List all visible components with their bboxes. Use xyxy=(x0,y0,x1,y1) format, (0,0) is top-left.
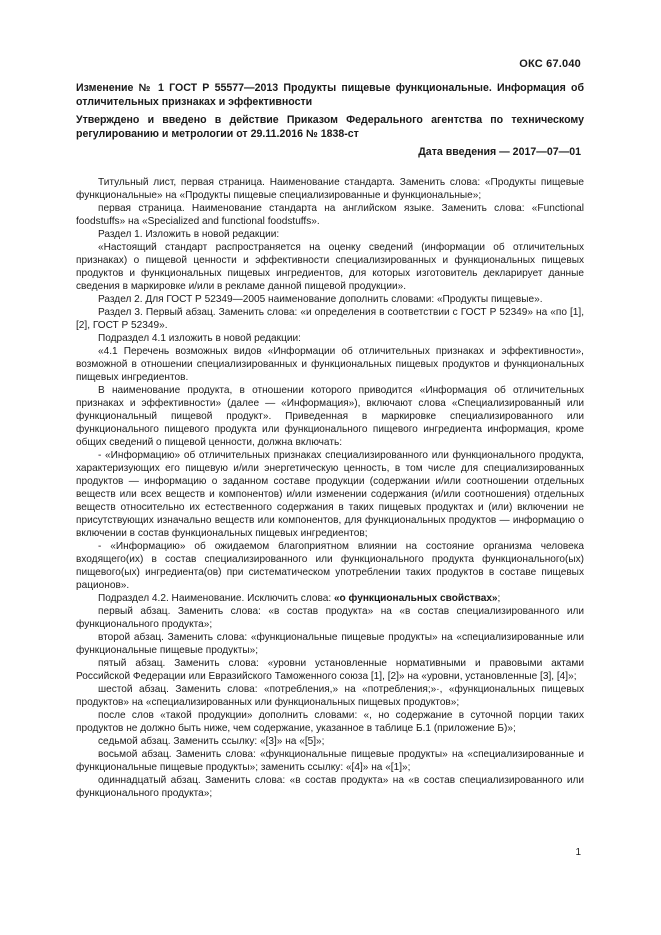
paragraph: Подраздел 4.2. Наименование. Исключить слова: «о функциональных свойствах»; xyxy=(98,593,501,604)
paragraph: Раздел 2. Для ГОСТ Р 52349—2005 наименование дополнить словами: «Продукты пищевые». xyxy=(98,294,543,305)
amendment-title: Изменение № 1 ГОСТ Р 55577—2013 Продукты пищевые функциональные. Информация об отличительных признаках и эффективности xyxy=(76,82,584,108)
paragraph: восьмой абзац. Заменить слова: «функциональные пищевые продукты» на «специализированные и функциональные пищевые продукты»; заменить ссылку: «[4]» на «[1]»; xyxy=(76,749,584,773)
paragraph: первая страница. Наименование стандарта на английском языке. Заменить слова: «Functional foodstuffs» на «Specialized and functional foodstuffs». xyxy=(76,203,584,227)
paragraph: - «Информацию» об отличительных признаках специализированного или функционального продукта, характеризующих его пищевую и/или энергетическую ценность, в том числе для специализированных продуктов — информацию о заданном составе продукции (содержании и/или соотношении отдельных веществ или всех веществ и компонентов) и/или изменении содержания (и/или соотношения) отдельных веществ относительно их естественного содержания в таких пищевых продуктах и (или) включении не присутствующих изначально веществ или компонентов, для функциональных продуктов — информацию о включении в состав функциональных пищевых ингредиентов; xyxy=(76,450,584,539)
classification-code: ОКС 67.040 xyxy=(519,58,581,70)
paragraph: Раздел 1. Изложить в новой редакции: xyxy=(98,229,280,240)
paragraph: Титульный лист, первая страница. Наименование стандарта. Заменить слова: «Продукты пищевые функциональные» на «Продукты пищевые специализированные и функциональные»; xyxy=(76,177,584,201)
paragraph: второй абзац. Заменить слова: «функциональные пищевые продукты» на «специализированные или функциональные пищевые продукты»; xyxy=(76,632,584,656)
paragraph: шестой абзац. Заменить слова: «потребления,» на «потребления;»·, «функциональных пищевых продуктов» на «специализированных или функциональных пищевых продуктов»; xyxy=(76,684,584,708)
approval-statement: Утверждено и введено в действие Приказом Федерального агентства по техническому регулированию и метрологии от 29.11.2016 № 1838-ст xyxy=(76,114,584,140)
paragraph: седьмой абзац. Заменить ссылку: «[3]» на «[5]»; xyxy=(98,736,325,747)
paragraph: после слов «такой продукции» дополнить словами: «, но содержание в суточной порции таких продуктов не должно быть ниже, чем содержание, указанное в таблице Б.1 (приложение Б)»; xyxy=(76,710,584,734)
paragraph: «4.1 Перечень возможных видов «Информации об отличительных признаках и эффективности», возможной в отношении специализированных и функциональных пищевых продуктов и функциональных пищевых ингредиентов. xyxy=(76,346,584,383)
paragraph: «Настоящий стандарт распространяется на оценку сведений (информации об отличительных признаках) о пищевой ценности и эффективности специализированных и функциональных пищевых продуктов и функциональных пищевых ингредиентов, для которых изготовитель декларирует данные сведения в маркировке и/или в рекламе данной пищевой продукции». xyxy=(76,242,584,292)
paragraph: В наименование продукта, в отношении которого приводится «Информация об отличительных признаках и эффективности» (далее — «Информация»), включают слова «Специализированный или функциональный пищевой продукт». Приведенная в маркировке специализированного или функционального пищевого продукта или функционального пищевого ингредиента информация, кроме общих сведений о пищевой ценности, должна включать: xyxy=(76,385,584,448)
paragraph: пятый абзац. Заменить слова: «уровни установленные нормативными и правовыми актами Российской Федерации или Евразийского Таможенного союза [1], [2]» на «уровни, установленные [3], [4]»; xyxy=(76,658,584,682)
paragraph: Раздел 3. Первый абзац. Заменить слова: «и определения в соответствии с ГОСТ Р 52349» на «по [1], [2], ГОСТ Р 52349». xyxy=(76,307,584,331)
effective-date: Дата введения — 2017—07—01 xyxy=(418,146,581,158)
page-number: 1 xyxy=(575,847,581,858)
paragraph: - «Информацию» об ожидаемом благоприятном влиянии на состояние организма человека входящего(их) в состав специализированного или функционального продукта функционального(ых) пищевого(ых) ингредиента(ов) при систематическом употреблении таких продуктов в составе пищевых рационов». xyxy=(76,541,584,591)
emphasized-phrase: «о функциональных свойствах» xyxy=(333,593,498,604)
document-body xyxy=(76,176,584,800)
paragraph: Подраздел 4.1 изложить в новой редакции: xyxy=(98,333,301,344)
paragraph: одиннадцатый абзац. Заменить слова: «в состав продукта» на «в состав специализированного или функционального продукта»; xyxy=(76,775,584,799)
paragraph: первый абзац. Заменить слова: «в состав продукта» на «в состав специализированного или функционального продукта»; xyxy=(76,606,584,630)
